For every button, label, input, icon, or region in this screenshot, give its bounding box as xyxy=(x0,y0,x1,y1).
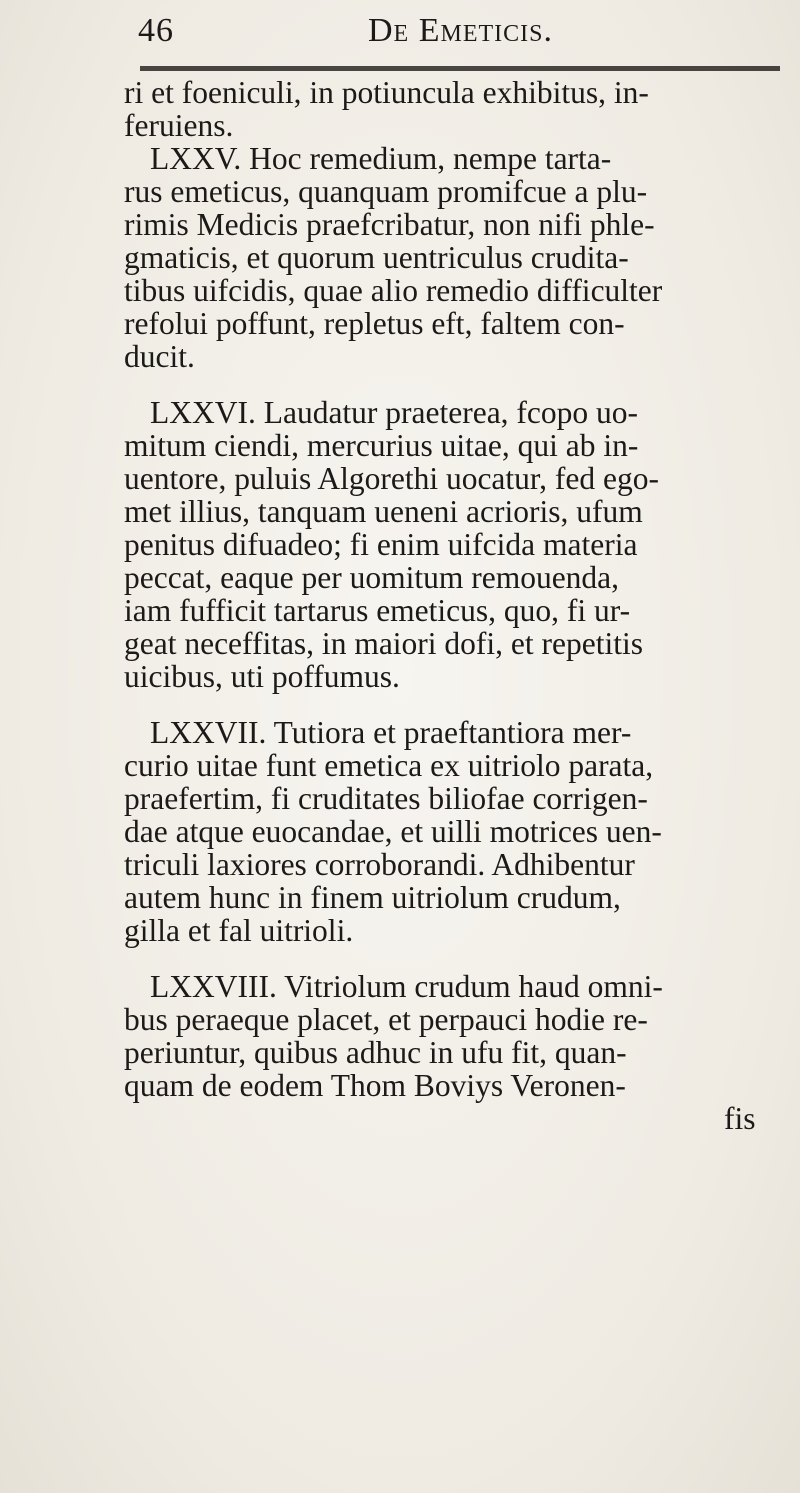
text-line: autem hunc in finem uitriolum crudum, xyxy=(124,880,621,915)
text-line: triculi laxiores corroborandi. Adhibentur xyxy=(124,847,635,882)
text-line: periuntur, quibus adhuc in ufu fit, quan- xyxy=(124,1035,627,1070)
paragraph-lxxvi xyxy=(124,396,789,693)
text-line: iam fufficit tartarus emeticus, quo, fi ur- xyxy=(124,593,631,628)
text-line: feruiens. xyxy=(124,108,234,143)
page-number: 46 xyxy=(138,12,174,49)
text-line: quam de eodem Thom Boviys Veronen- xyxy=(124,1068,626,1103)
paragraph-gap xyxy=(124,373,789,396)
page-header xyxy=(138,12,778,58)
paragraph-lxxv xyxy=(124,142,789,373)
text-line: peccat, eaque per uomitum remouenda, xyxy=(124,560,620,595)
text-line: curio uitae funt emetica ex uitriolo parata, xyxy=(124,748,654,783)
text-line: praefertim, fi cruditates biliofae corrigen- xyxy=(124,781,648,816)
paragraph-lxxviii xyxy=(124,970,789,1135)
text-line: ducit. xyxy=(124,339,195,374)
running-head: De Emeticis. xyxy=(368,12,553,49)
header-rule xyxy=(140,66,780,71)
text-line: LXXVII. Tutiora et praeftantiora mer- xyxy=(150,715,632,750)
paragraph-continuation xyxy=(124,76,789,142)
text-line: ri et foeniculi, in potiuncula exhibitus, in- xyxy=(124,75,649,110)
text-line: geat neceffitas, in maiori dofi, et repetitis xyxy=(124,626,643,661)
text-line: bus peraeque placet, et perpauci hodie re- xyxy=(124,1002,648,1037)
text-block xyxy=(124,76,789,1135)
text-line: uicibus, uti poffumus. xyxy=(124,659,400,694)
text-line: tibus uifcidis, quae alio remedio difficulter xyxy=(124,273,663,308)
paragraph-gap xyxy=(124,947,789,970)
paragraph-gap xyxy=(124,693,789,716)
text-line: LXXVIII. Vitriolum crudum haud omni- xyxy=(150,969,663,1004)
paragraph-lxxvii xyxy=(124,716,789,947)
text-line: LXXV. Hoc remedium, nempe tarta- xyxy=(150,141,612,176)
catchword: fis xyxy=(724,1101,756,1136)
text-line: rimis Medicis praefcribatur, non nifi phle- xyxy=(124,207,655,242)
text-line: gmaticis, et quorum uentriculus crudita- xyxy=(124,240,629,275)
text-line: refolui poffunt, repletus eft, faltem con- xyxy=(124,306,625,341)
text-line: rus emeticus, quanquam promifcue a plu- xyxy=(124,174,648,209)
text-line: met illius, tanquam ueneni acrioris, ufum xyxy=(124,494,643,529)
text-line: gilla et fal uitrioli. xyxy=(124,913,354,948)
text-line: uentore, puluis Algorethi uocatur, fed ego- xyxy=(124,461,659,496)
text-line: penitus difuadeo; fi enim uifcida materia xyxy=(124,527,638,562)
text-line: dae atque euocandae, et uilli motrices uen- xyxy=(124,814,662,849)
text-line: LXXVI. Laudatur praeterea, fcopo uo- xyxy=(150,395,639,430)
text-line: mitum ciendi, mercurius uitae, qui ab in- xyxy=(124,428,639,463)
